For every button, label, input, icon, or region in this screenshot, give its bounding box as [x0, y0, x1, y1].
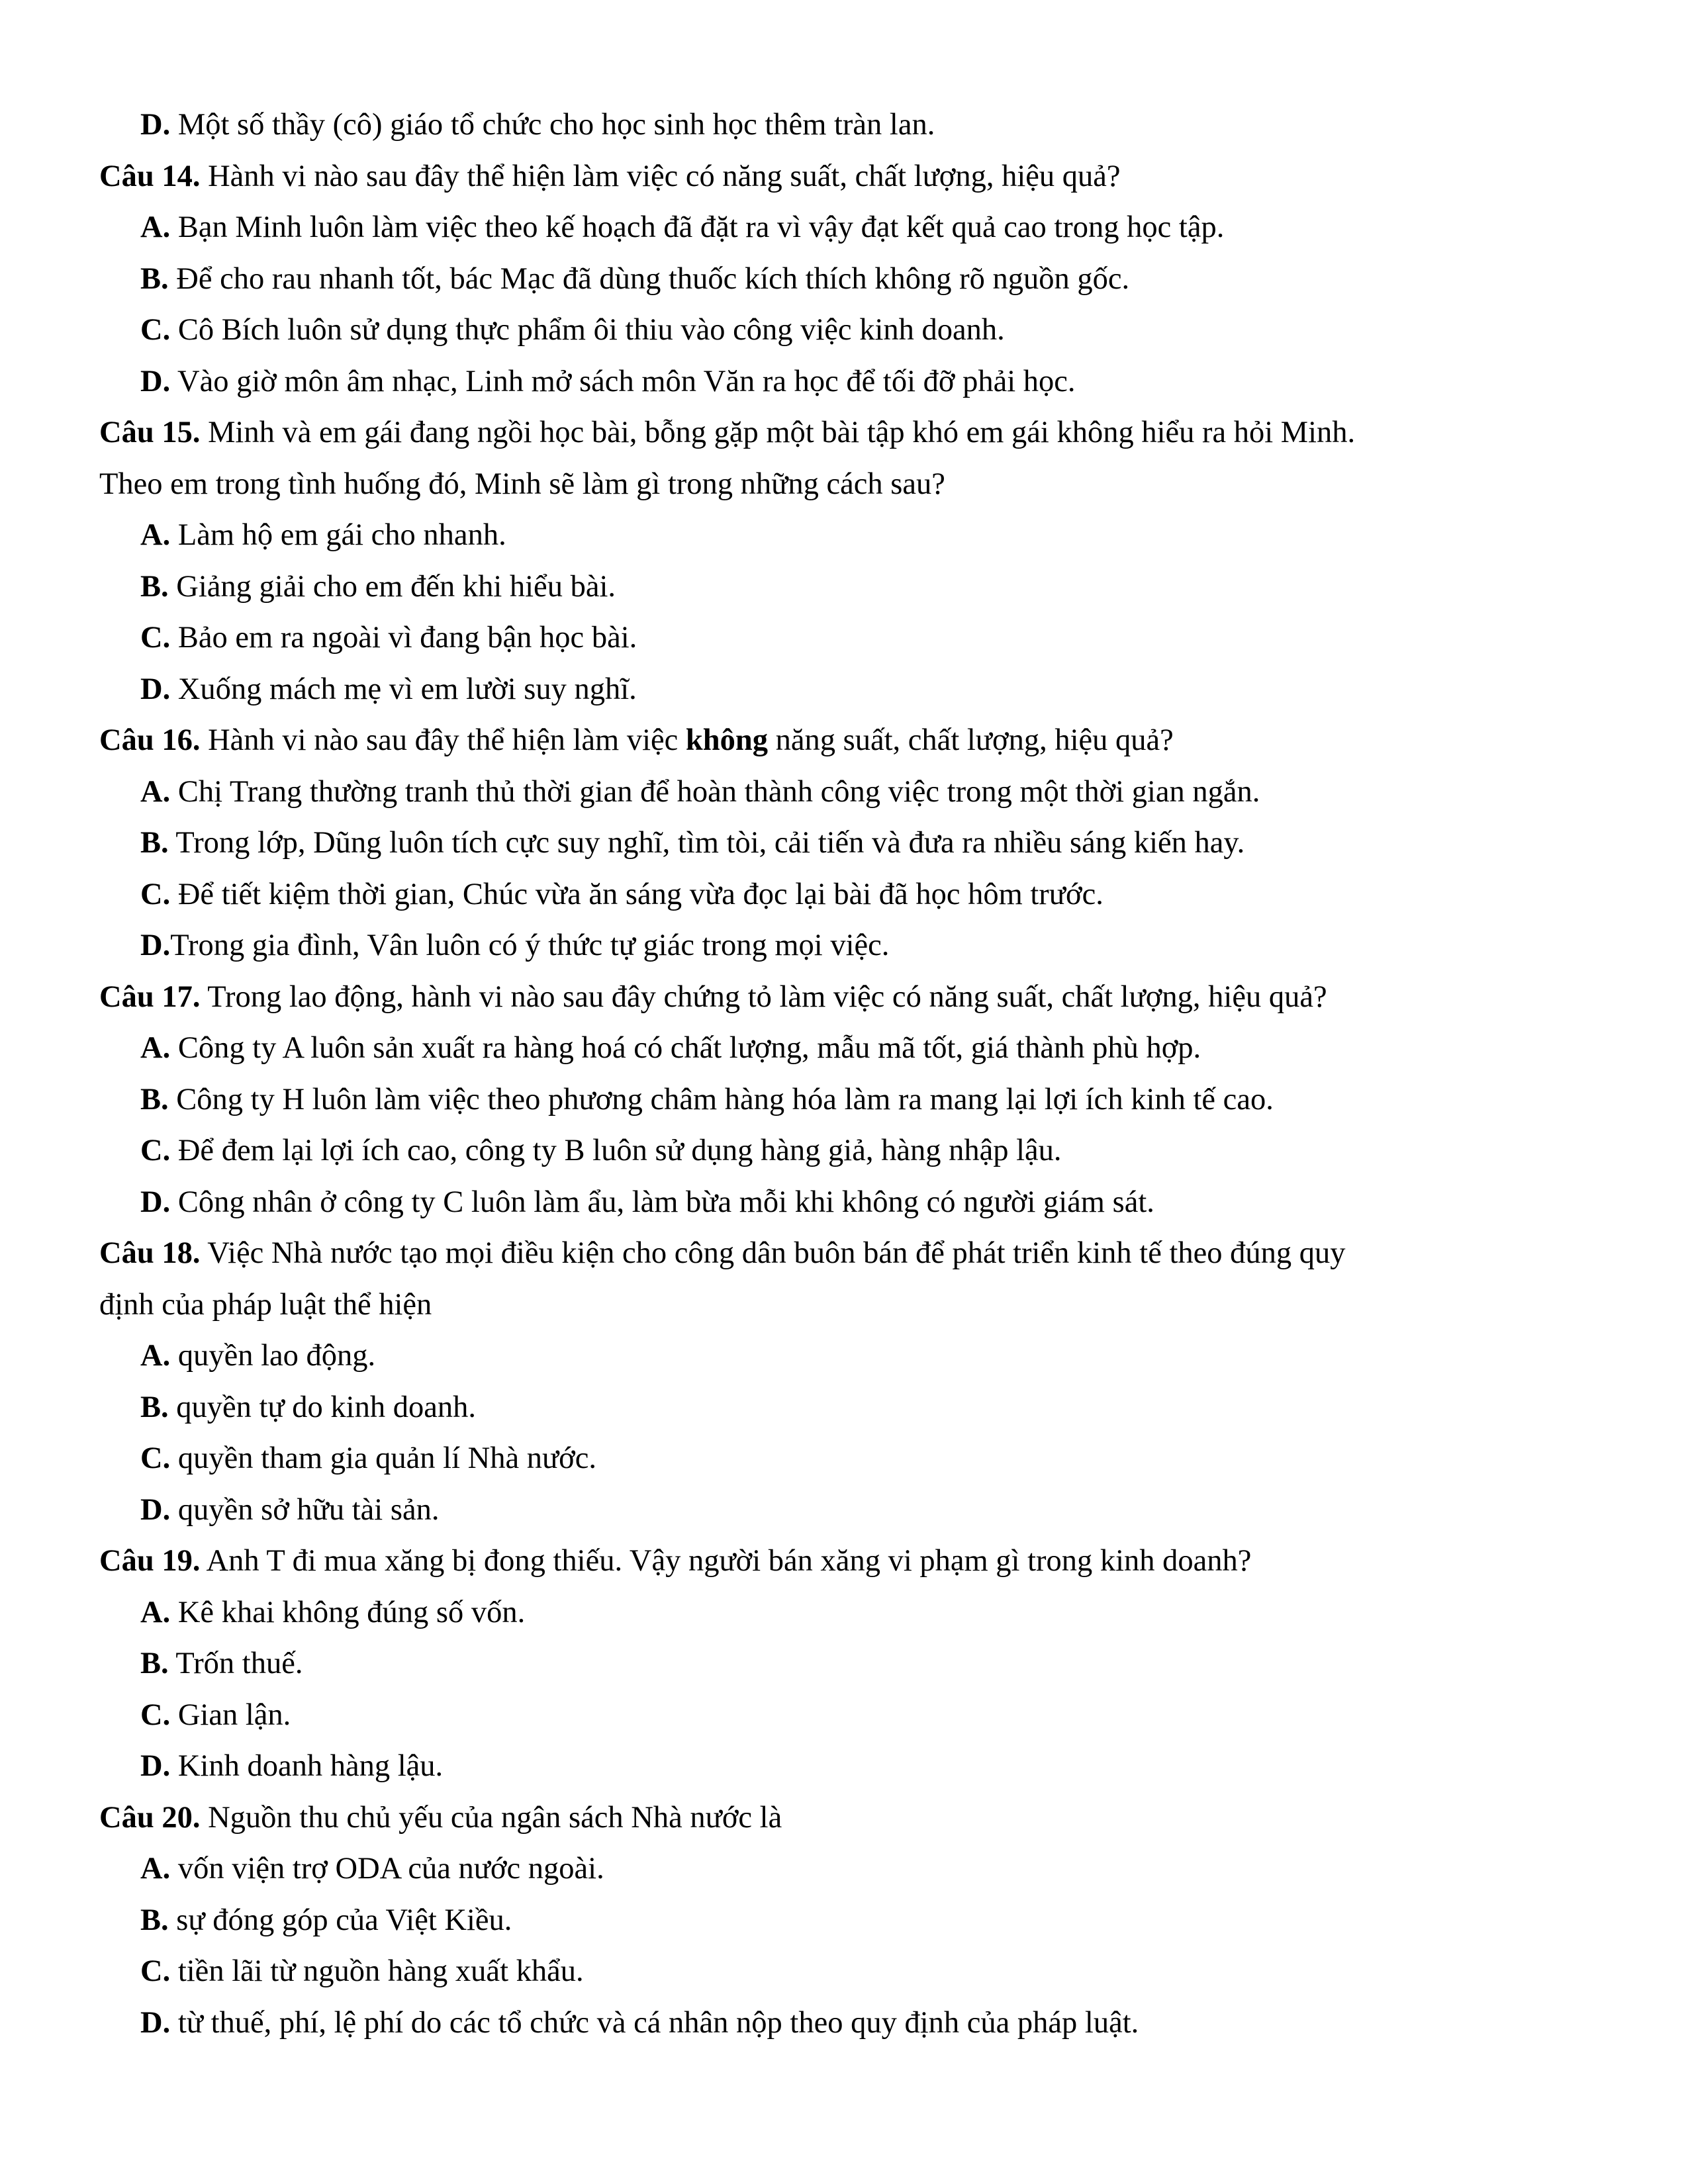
option-label: C.	[140, 1698, 171, 1732]
option-text: quyền lao động.	[170, 1339, 376, 1373]
question-text: Nguồn thu chủ yếu của ngân sách Nhà nước là	[200, 1800, 782, 1835]
option-line	[99, 561, 1589, 613]
option-label: B.	[140, 1647, 169, 1680]
question-number: Câu 14.	[99, 159, 201, 193]
question-text: định của pháp luật thể hiện	[99, 1287, 432, 1322]
question-text: Hành vi nào sau đây thể hiện làm việc có năng suất, chất lượng, hiệu quả?	[200, 159, 1121, 193]
option-label: A.	[140, 1339, 171, 1373]
option-text: Để đem lại lợi ích cao, công ty B luôn sử dụng hàng giả, hàng nhập lậu.	[170, 1134, 1062, 1167]
option-label: D.	[140, 1185, 171, 1219]
option-label: D.	[140, 1749, 171, 1783]
option-line	[99, 1484, 1589, 1536]
option-label: D.	[140, 364, 171, 398]
option-text: Vào giờ môn âm nhạc, Linh mở sách môn Văn ra học để tối đỡ phải học.	[170, 364, 1076, 398]
option-label: B.	[140, 569, 169, 604]
option-line	[99, 766, 1589, 818]
option-line	[99, 356, 1589, 408]
option-line	[99, 1997, 1589, 2049]
exam-page	[99, 99, 1589, 2048]
option-text: Công nhân ở công ty C luôn làm ẩu, làm bừa mỗi khi không có người giám sát.	[170, 1185, 1154, 1219]
option-line	[99, 1023, 1589, 1074]
option-label: D.	[140, 2005, 171, 2040]
option-line	[99, 1074, 1589, 1126]
option-text: tiền lãi từ nguồn hàng xuất khẩu.	[170, 1954, 584, 1988]
option-line	[99, 1177, 1589, 1228]
option-text: Gian lận.	[170, 1698, 291, 1732]
option-line	[99, 664, 1589, 715]
option-line	[99, 304, 1589, 356]
option-text: Công ty H luôn làm việc theo phương châm hàng hóa làm ra mang lại lợi ích kinh tế cao.	[168, 1082, 1274, 1116]
option-text: Giảng giải cho em đến khi hiểu bài.	[168, 569, 616, 604]
option-line	[99, 869, 1589, 921]
option-label: A.	[140, 210, 171, 244]
option-line	[99, 1587, 1589, 1639]
option-line	[99, 1638, 1589, 1690]
option-line	[99, 817, 1589, 869]
option-line	[99, 1433, 1589, 1484]
option-text: Kinh doanh hàng lậu.	[170, 1749, 444, 1783]
option-text: quyền tham gia quản lí Nhà nước.	[170, 1441, 597, 1475]
question-line	[99, 1792, 1589, 1844]
option-label: C.	[140, 1954, 171, 1988]
option-label: A.	[140, 1852, 171, 1886]
option-line	[99, 1330, 1589, 1382]
question-number: Câu 17.	[99, 979, 201, 1014]
option-text: Công ty A luôn sản xuất ra hàng hoá có chất lượng, mẫu mã tốt, giá thành phù hợp.	[170, 1031, 1201, 1065]
option-text: Kê khai không đúng số vốn.	[170, 1595, 526, 1629]
question-number: Câu 16.	[99, 723, 201, 757]
option-label: D.	[140, 929, 171, 962]
option-text: Trốn thuế.	[168, 1647, 303, 1680]
question-continuation	[99, 459, 1589, 510]
option-line	[99, 202, 1589, 253]
option-label: B.	[140, 1082, 169, 1116]
option-label: D.	[140, 108, 171, 142]
question-line	[99, 407, 1589, 459]
option-text: vốn viện trợ ODA của nước ngoài.	[170, 1852, 604, 1886]
option-text: Bảo em ra ngoài vì đang bận học bài.	[170, 621, 637, 655]
question-continuation	[99, 1279, 1589, 1331]
option-text: quyền tự do kinh doanh.	[168, 1390, 476, 1424]
option-label: B.	[140, 1390, 169, 1424]
option-line	[99, 1895, 1589, 1946]
option-line	[99, 99, 1589, 151]
option-text: Bạn Minh luôn làm việc theo kế hoạch đã đặt ra vì vậy đạt kết quả cao trong học tập.	[170, 210, 1225, 244]
question-line	[99, 1535, 1589, 1587]
option-text: quyền sở hữu tài sản.	[170, 1492, 440, 1527]
option-label: B.	[140, 1903, 169, 1937]
option-line	[99, 1125, 1589, 1177]
option-text: Để cho rau nhanh tốt, bác Mạc đã dùng thuốc kích thích không rõ nguồn gốc.	[168, 261, 1130, 296]
question-number: Câu 20.	[99, 1800, 201, 1835]
question-number: Câu 19.	[99, 1544, 201, 1578]
option-label: C.	[140, 1134, 171, 1167]
option-label: A.	[140, 518, 171, 552]
option-label: D.	[140, 672, 171, 706]
option-text: sự đóng góp của Việt Kiều.	[168, 1903, 512, 1937]
emphasis-word: không	[685, 723, 768, 757]
question-line	[99, 972, 1589, 1023]
question-text: Trong lao động, hành vi nào sau đây chứng tỏ làm việc có năng suất, chất lượng, hiệu quả?	[200, 979, 1327, 1014]
option-text: Để tiết kiệm thời gian, Chúc vừa ăn sáng vừa đọc lại bài đã học hôm trước.	[170, 877, 1103, 911]
option-text: Cô Bích luôn sử dụng thực phẩm ôi thiu vào công việc kinh doanh.	[170, 313, 1005, 347]
option-text: từ thuế, phí, lệ phí do các tổ chức và cá nhân nộp theo quy định của pháp luật.	[170, 2005, 1139, 2040]
option-label: C.	[140, 313, 171, 347]
option-text: Trong lớp, Dũng luôn tích cực suy nghĩ, tìm tòi, cải tiến và đưa ra nhiều sáng kiến hay.	[168, 826, 1245, 860]
option-text: Xuống mách mẹ vì em lười suy nghĩ.	[170, 672, 637, 706]
question-text: Theo em trong tình huống đó, Minh sẽ làm gì trong những cách sau?	[99, 467, 945, 501]
option-text: Một số thầy (cô) giáo tổ chức cho học sinh học thêm tràn lan.	[170, 108, 935, 142]
option-label: D.	[140, 1492, 171, 1527]
option-line	[99, 920, 1589, 972]
question-line	[99, 1228, 1589, 1279]
option-label: B.	[140, 826, 169, 860]
question-text: Hành vi nào sau đây thể hiện làm việc	[200, 723, 686, 757]
option-line	[99, 510, 1589, 561]
option-line	[99, 1741, 1589, 1792]
option-text: Làm hộ em gái cho nhanh.	[170, 518, 506, 552]
option-line	[99, 1946, 1589, 1997]
option-line	[99, 1690, 1589, 1741]
option-label: A.	[140, 774, 171, 809]
option-text: Trong gia đình, Vân luôn có ý thức tự giác trong mọi việc.	[170, 929, 890, 962]
option-label: C.	[140, 621, 171, 655]
option-label: A.	[140, 1031, 171, 1065]
question-text: Việc Nhà nước tạo mọi điều kiện cho công dân buôn bán để phát triển kinh tế theo đúng quy	[200, 1236, 1346, 1270]
question-number: Câu 18.	[99, 1236, 201, 1270]
option-label: B.	[140, 261, 169, 296]
option-line	[99, 1382, 1589, 1433]
question-text: năng suất, chất lượng, hiệu quả?	[768, 723, 1174, 757]
option-label: C.	[140, 1441, 171, 1475]
question-line	[99, 151, 1589, 203]
option-text: Chị Trang thường tranh thủ thời gian để hoàn thành công việc trong một thời gian ngắn.	[170, 774, 1260, 809]
option-label: A.	[140, 1595, 171, 1629]
question-line	[99, 715, 1589, 766]
option-line	[99, 612, 1589, 664]
question-text: Anh T đi mua xăng bị đong thiếu. Vậy người bán xăng vi phạm gì trong kinh doanh?	[200, 1544, 1252, 1578]
option-line	[99, 253, 1589, 305]
option-line	[99, 1843, 1589, 1895]
question-text: Minh và em gái đang ngồi học bài, bỗng gặp một bài tập khó em gái không hiểu ra hỏi Minh.	[200, 416, 1356, 449]
question-number: Câu 15.	[99, 416, 201, 449]
option-label: C.	[140, 877, 171, 911]
